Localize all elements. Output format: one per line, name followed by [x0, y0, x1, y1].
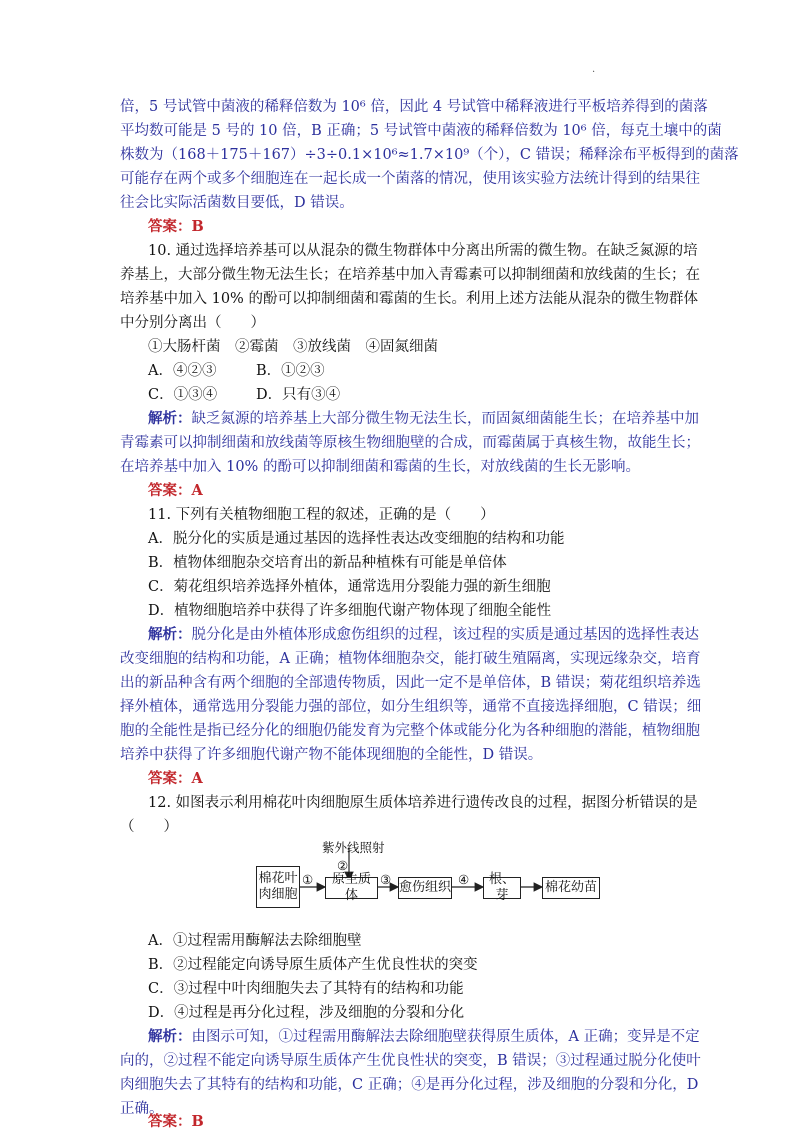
analysis-label: 解析：	[148, 1028, 192, 1045]
analysis-label: 解析：	[148, 626, 192, 643]
analysis-text: 缺乏氮源的培养基上大部分微生物无法生长，而固氮细菌能生长；在培养基中加	[191, 411, 699, 427]
q11-analysis-line-6: 培养中获得了许多细胞代谢产物不能体现细胞的全能性，D 错误。	[120, 747, 543, 763]
box-mesophyll-line-2: 肉细胞	[258, 887, 298, 902]
q11-analysis-line-4: 择外植体，通常选用分裂能力强的部位，如分生组织等，通常不直接选择细胞，C 错误；细	[120, 699, 702, 715]
q12-option-c: C．③过程中叶肉细胞失去了其特有的结构和功能	[148, 981, 464, 997]
answer-label: 答案：	[148, 1113, 192, 1130]
q12-stem-line-2: （ ）	[120, 819, 178, 835]
answer-value: A	[191, 482, 203, 499]
analysis-text: 由图示可知，①过程需用酶解法去除细胞壁获得原生质体，A 正确；变异是不定	[191, 1029, 700, 1045]
step-4-label: ④	[458, 872, 470, 887]
q12-analysis-line-1	[148, 1027, 700, 1047]
box-mesophyll-cell	[256, 866, 300, 908]
top-explanation-line-5: 往会比实际活菌数目要低，D 错误。	[120, 195, 354, 211]
answer-label: 答案：	[148, 218, 192, 235]
q10-option-d: D．只有③④	[256, 387, 341, 403]
step-1-label: ①	[302, 872, 314, 887]
q10-analysis-line-3: 在培养基中加入 10% 的酚可以抑制细菌和霉菌的生长，对放线菌的生长无影响。	[120, 459, 640, 475]
step-2-label: ②	[337, 858, 349, 873]
box-protoplast: 原生质体	[325, 877, 378, 899]
box-mesophyll-line-1: 棉花叶	[258, 871, 298, 886]
q12-answer	[148, 1112, 204, 1132]
box-callus: 愈伤组织	[398, 877, 452, 899]
answer-value: B	[191, 1113, 204, 1130]
q11-option-d: D．植物细胞培养中获得了许多细胞代谢产物体现了细胞全能性	[148, 603, 552, 619]
q11-option-c: C．菊花组织培养选择外植体，通常选用分裂能力强的新生细胞	[148, 579, 551, 595]
q11-analysis-line-3: 出的新品种含有两个细胞的全部遗传物质，因此一定不是单倍体，B 错误；菊花组织培养选	[120, 675, 701, 691]
q12-analysis-line-2: 向的，②过程不能定向诱导原生质体产生优良性状的突变，B 错误；③过程通过脱分化使叶	[120, 1053, 701, 1069]
q12-analysis-line-3: 肉细胞失去了其特有的结构和功能，C 正确；④是再分化过程，涉及细胞的分裂和分化，D	[120, 1077, 699, 1093]
analysis-text: 脱分化是由外植体形成愈伤组织的过程，该过程的实质是通过基因的选择性表达	[191, 627, 699, 643]
answer-value: A	[191, 770, 203, 787]
q12-stem-line-1: 12. 如图表示利用棉花叶肉细胞原生质体培养进行遗传改良的过程，据图分析错误的是	[148, 795, 698, 811]
q10-items: ①大肠杆菌 ②霉菌 ③放线菌 ④固氮细菌	[148, 339, 438, 355]
answer-value: B	[191, 218, 204, 235]
q10-option-c: C．①③④	[148, 387, 218, 403]
q11-analysis-line-2: 改变细胞的结构和功能，A 正确；植物体细胞杂交，能打破生殖隔离，实现远缘杂交，培育	[120, 651, 701, 667]
q12-option-a: A．①过程需用酶解法去除细胞壁	[148, 933, 362, 949]
q11-option-b: B．植物体细胞杂交培育出的新品种植株有可能是单倍体	[148, 555, 507, 571]
top-explanation-line-3: 株数为（168＋175＋167）÷3÷0.1×10⁶≈1.7×10⁹（个），C 错误；稀释涂布平板得到的菌落	[120, 147, 739, 163]
q10-analysis-line-2: 青霉素可以抑制细菌和放线菌等原核生物细胞壁的合成，而霉菌属于真核生物，故能生长；	[120, 435, 700, 451]
q11-stem: 11. 下列有关植物细胞工程的叙述，正确的是（ ）	[148, 507, 495, 523]
box-seedling: 棉花幼苗	[542, 877, 600, 899]
analysis-label: 解析：	[148, 410, 192, 427]
uv-label: 紫外线照射	[322, 840, 385, 855]
top-explanation-line-4: 可能存在两个或多个细胞连在一起长成一个菌落的情况，使用该实验方法统计得到的结果往	[120, 171, 700, 187]
q11-analysis-line-5: 胞的全能性是指已经分化的细胞仍能发育为完整个体或能分化为各种细胞的潜能，植物细胞	[120, 723, 700, 739]
q12-analysis-line-4: 正确。	[120, 1101, 164, 1117]
q10-option-b: B．①②③	[256, 363, 325, 379]
top-explanation-line-2: 平均数可能是 5 号的 10 倍，B 正确；5 号试管中菌液的稀释倍数为 10⁶ 倍，每克土壤中的菌	[120, 123, 722, 139]
q12-option-b: B．②过程能定向诱导原生质体产生优良性状的突变	[148, 957, 478, 973]
q10-option-a: A．④②③	[148, 363, 217, 379]
top-explanation-line-1: 倍，5 号试管中菌液的稀释倍数为 10⁶ 倍，因此 4 号试管中稀释液进行平板培养得到的菌落	[120, 99, 708, 115]
q10-stem-line-4: 中分别分离出（ ）	[120, 315, 265, 331]
answer-label: 答案：	[148, 770, 192, 787]
q12-option-d: D．④过程是再分化过程，涉及细胞的分裂和分化	[148, 1005, 465, 1021]
step-3-label: ③	[380, 872, 392, 887]
page-mark: .	[592, 64, 596, 75]
answer-label: 答案：	[148, 482, 192, 499]
q11-option-a: A．脱分化的实质是通过基因的选择性表达改变细胞的结构和功能	[148, 531, 565, 547]
box-root-bud: 根、芽	[483, 877, 521, 899]
q10-stem-line-1: 10. 通过选择培养基可以从混杂的微生物群体中分离出所需的微生物。在缺乏氮源的培	[148, 243, 698, 259]
q10-stem-line-2: 养基上，大部分微生物无法生长；在培养基中加入青霉素可以抑制细菌和放线菌的生长；在	[120, 267, 700, 283]
q10-stem-line-3: 培养基中加入 10% 的酚可以抑制细菌和霉菌的生长。利用上述方法能从混杂的微生物群体	[120, 291, 698, 307]
